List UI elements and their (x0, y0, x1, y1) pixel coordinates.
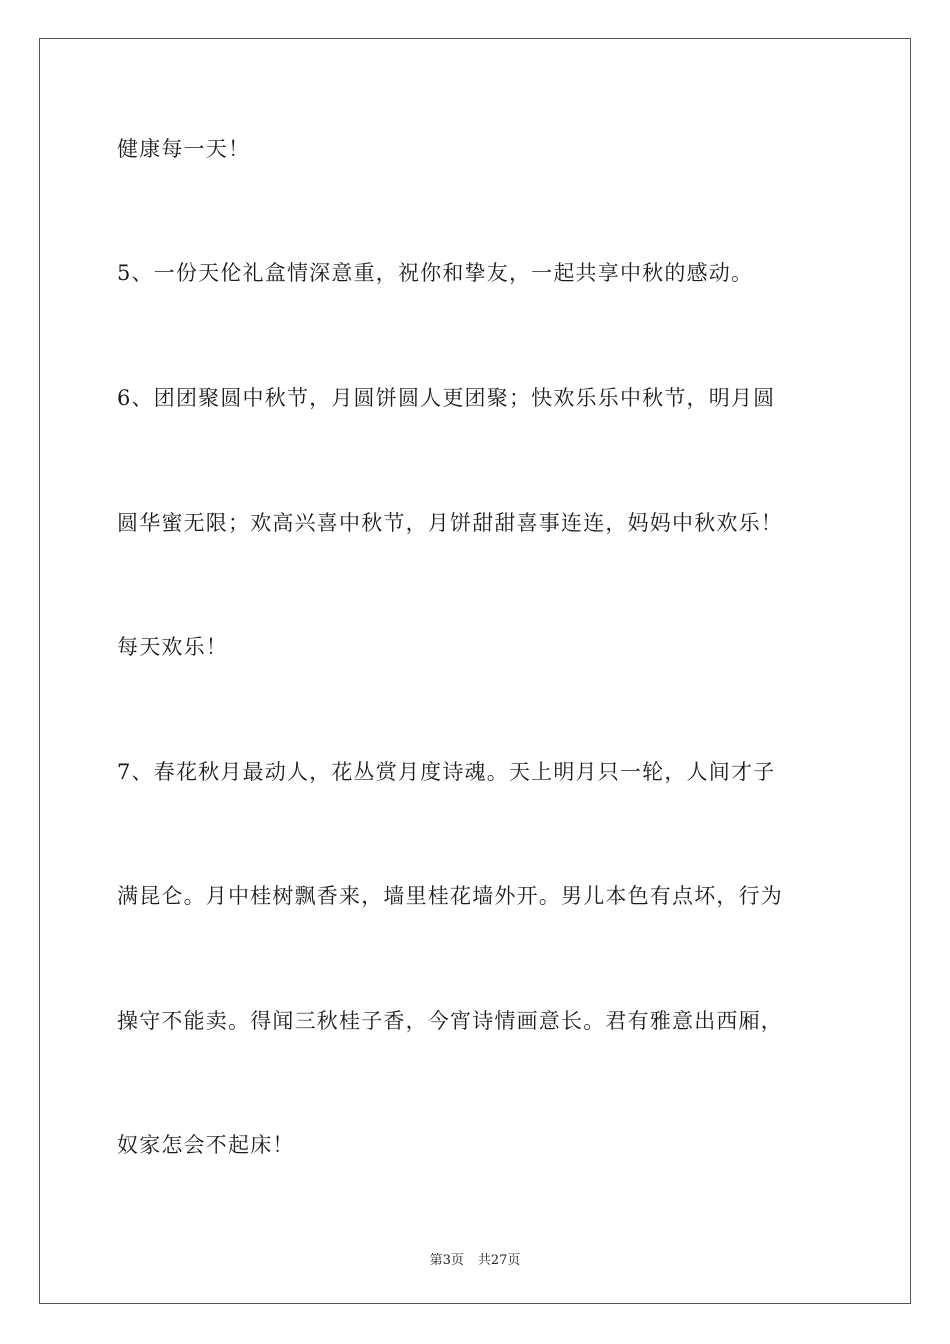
page-footer (0, 1249, 950, 1268)
text-line-8: 操守不能卖。得闻三秋桂子香，今宵诗情画意长。君有雅意出西厢， (117, 1009, 783, 1033)
page-number-current: 第3页 (429, 1253, 464, 1268)
text-line-5: 每天欢乐！ (117, 635, 228, 659)
text-line-6: 7、春花秋月最动人，花丛赏月度诗魂。天上明月只一轮，人间才子 (117, 760, 776, 784)
text-line-1: 健康每一天！ (117, 137, 251, 161)
page-number-total: 共27页 (477, 1253, 521, 1268)
text-line-3: 6、团团聚圆中秋节，月圆饼圆人更团聚；快欢乐乐中秋节，明月圆 (117, 386, 776, 410)
text-line-9: 奴家怎会不起床！ (117, 1133, 295, 1157)
text-line-4: 圆华蜜无限；欢高兴喜中秋节，月饼甜甜喜事连连，妈妈中秋欢乐！ (117, 511, 783, 535)
text-line-7: 满昆仑。月中桂树飘香来，墙里桂花墙外开。男儿本色有点坏，行为 (117, 884, 783, 908)
page-border (39, 38, 911, 1304)
text-line-2: 5、一份天伦礼盒情深意重，祝你和挚友，一起共享中秋的感动。 (117, 261, 754, 285)
